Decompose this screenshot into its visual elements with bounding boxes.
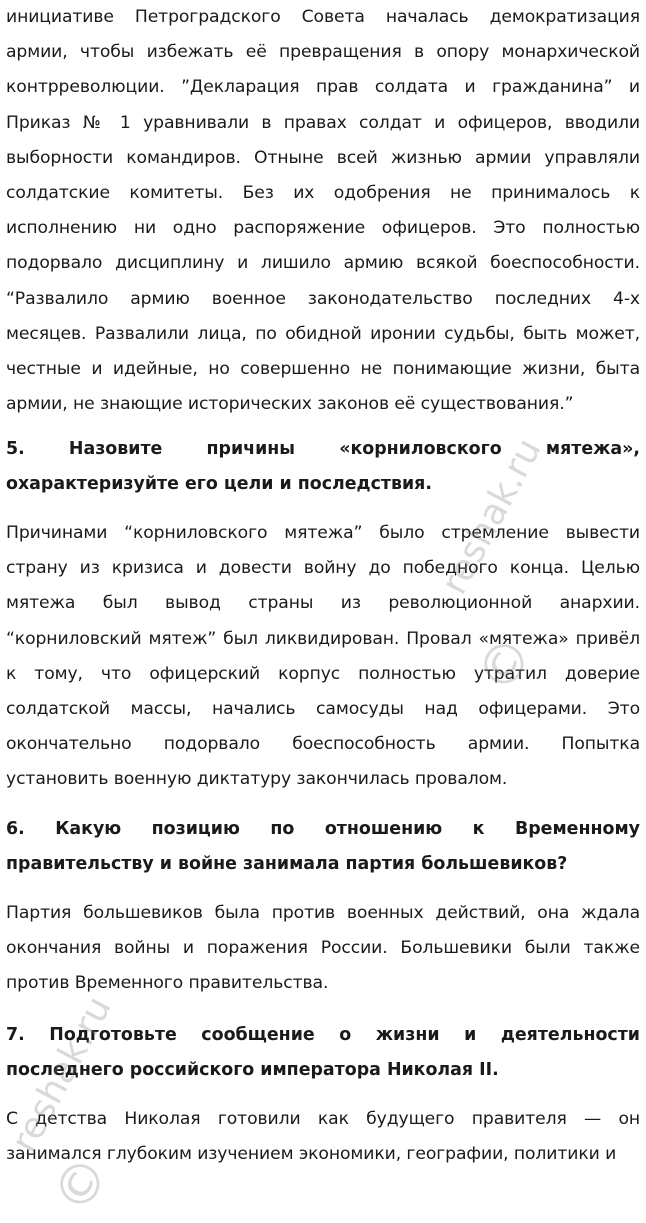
watermark-copyright-upper: © [464,625,546,703]
answer-7-paragraph: С детства Николая готовили как будущего правителя — он занимался глубоким изучением экономики, географии, политики и [6,1109,640,1165]
answer-5-paragraph: Причинами “корниловского мятежа” было стремление вывести страну из кризиса и довести войну до победного конца. Целью мятежа был вывод страны из революционной анархии. “корниловский мятеж” был ликвидирован. Провал «мятежа» привёл к тому, что офицерский корпус полностью утратил доверие солдатской массы, начались самосуды над офицерами. Это окончательно подорвало боеспособность армии. Попытка установить военную диктатуру закончилась провалом. [6,523,640,790]
watermark-copyright-lower: © [40,1145,122,1223]
question-7-heading: 7. Подготовьте сообщение о жизни и деятельности последнего российского императора Николая II. [6,1025,640,1080]
question-5-heading: 5. Назовите причины «корниловского мятежа», охарактеризуйте его цели и последствия. [6,439,640,494]
question-6-heading: 6. Какую позицию по отношению к Временному правительству и войне занимала партия большевиков? [6,819,640,874]
watermark-text-upper: reshak.ru [433,431,550,601]
answer-6-paragraph: Партия большевиков была против военных действий, она ждала окончания войны и поражения России. Большевики были также против Временного правительства. [6,903,640,994]
intro-paragraph: инициативе Петроградского Совета началась демократизация армии, чтобы избежать её превращения в опору монархической контрреволюции. ”Декларация прав солдата и гражданина” и Приказ № 1 уравнивали в правах солдат и офицеров, вводили выборности командиров. Отныне всей жизнью армии управляли солдатские комитеты. Без их одобрения не принималось к исполнению ни одно распоряжение офицеров. Это полностью подорвало дисциплину и лишило армию всякой боеспособности. “Развалило армию военное законодательство последних 4-х месяцев. Развалили лица, по обидной иронии судьбы, быть может, честные и идейные, но совершенно не понимающие жизни, быта армии, не знающие исторических законов её существования.” [6,7,640,415]
watermark-text-lower: reshak.ru [3,989,120,1159]
